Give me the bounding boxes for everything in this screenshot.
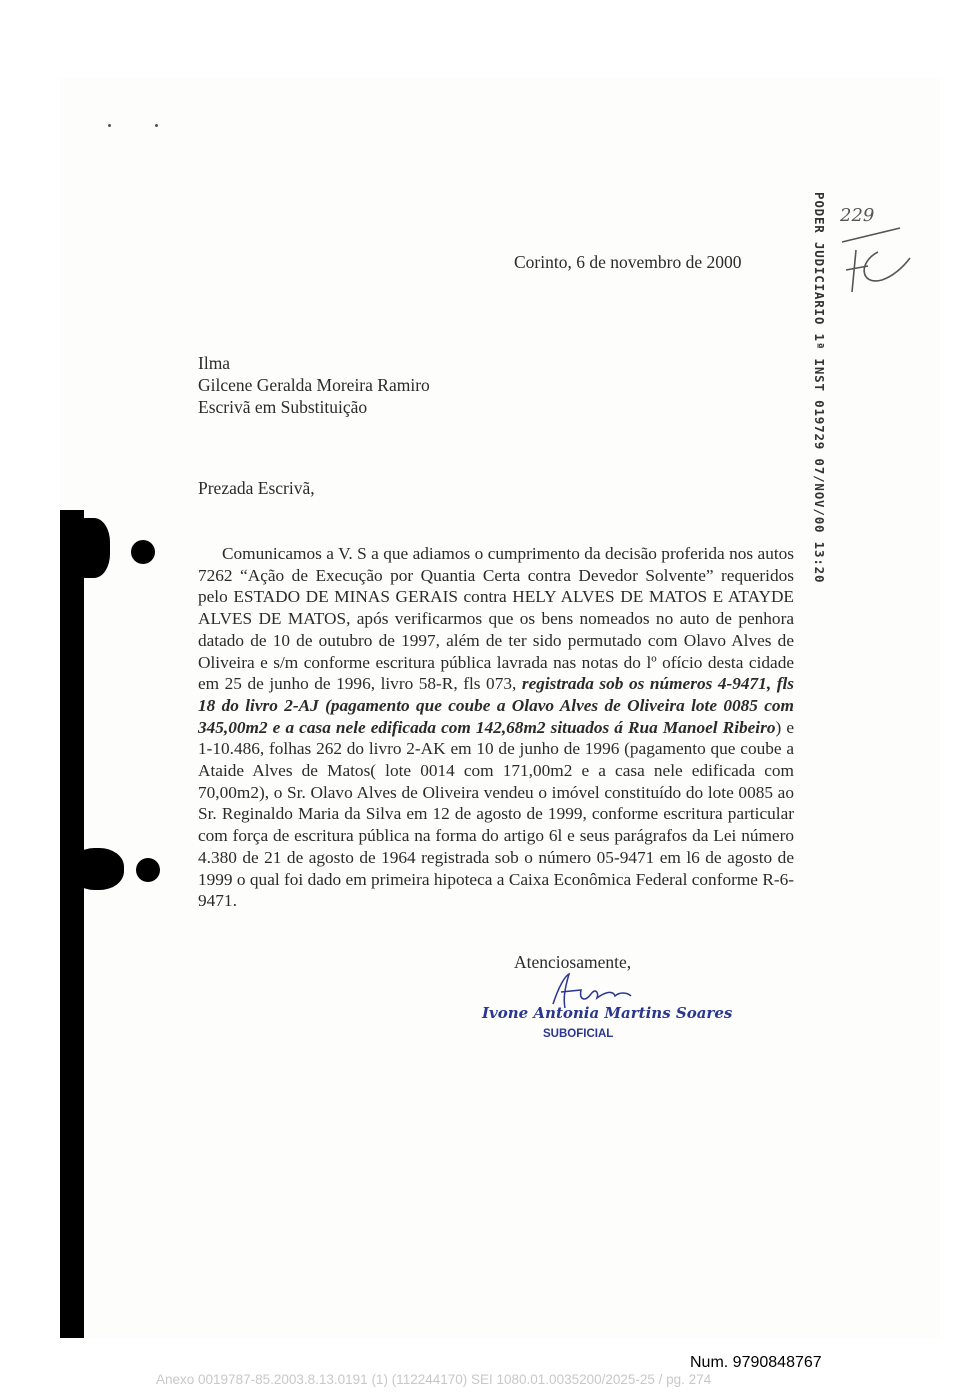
recipient-block xyxy=(198,352,430,418)
scan-speck xyxy=(155,124,158,127)
recipient-salutation: Ilma xyxy=(198,353,231,373)
body-text-part1: Comunicamos a V. S a que adiamos o cumprimento da decisão proferida nos autos 7262 “Ação de Execução por Quantia Certa contra Devedor Solvente” requeridos pelo ESTADO DE MINAS GERAIS contra HELY ALVES DE MATOS E ATAYDE ALVES DE MATOS, após verificarmos que os bens nomeados no auto de penhora datado de 10 de outubro de 1997, além de ter sido permutado com Olavo Alves de Oliveira e s/m conforme escritura pública lavrada nas notas do lº ofício desta cidade em 25 de junho de 1996, livro 58-R, fls 073, xyxy=(198,544,794,694)
recipient-role: Escrivã em Substituição xyxy=(198,397,368,417)
punch-hole-dot-top xyxy=(131,540,155,564)
place-and-date: Corinto, 6 de novembro de 2000 xyxy=(514,252,742,272)
court-receipt-stamp: PODER JUDICIARIO 1ª INST 019729 07/NOV/00 13:20 xyxy=(812,192,827,584)
body-text-bold: registrada sob os números 4-9471, fls 18 do livro 2-AJ (pagamento que coube a Olavo Alves de Oliveira lote 0085 com 345,00m2 e a casa nele edificada com 142,68m2 situados á Rua Manoel Ribeiro xyxy=(198,674,794,737)
document-number: Num. 9790848767 xyxy=(690,1354,822,1371)
handwritten-page-number: 229 xyxy=(840,205,875,226)
scan-edge-shadow xyxy=(60,510,84,1338)
body-text-part2: ) e 1-10.486, folhas 262 do livro 2-AK em 10 de junho de 1996 (pagamento que coube a Ataide Alves de Matos( lote 0014 com 171,00m2 e a casa nele edificada com 70,00m2), o Sr. Olavo Alves de Oliveira vendeu o imóvel constituído do lote 0085 ao Sr. Reginaldo Maria da Silva em 12 de agosto de 1999, conforme escritura particular com força de escritura pública na forma do artigo 6l e seus parágrafos da Lei número 4.380 de 21 de agosto de 1964 registrada sob o número 05-9471 em l6 de agosto de 1999 o qual foi dado em primeira hipoteca a Caixa Econômica Federal conforme R-6-9471. xyxy=(198,717,794,911)
punch-hole-dot-bottom xyxy=(136,858,160,882)
signer-title: SUBOFICIAL xyxy=(543,1028,614,1040)
closing: Atenciosamente, xyxy=(514,952,632,972)
punch-hole-bottom xyxy=(70,848,124,890)
scan-speck xyxy=(108,124,111,127)
handwritten-initials xyxy=(838,222,918,302)
recipient-name: Gilcene Geralda Moreira Ramiro xyxy=(198,375,430,395)
greeting: Prezada Escrivã, xyxy=(198,478,315,498)
page-footer-trail: Anexo 0019787-85.2003.8.13.0191 (1) (112244170) SEI 1080.01.0035200/2025-25 / pg. 274 xyxy=(156,1372,712,1387)
letter-body xyxy=(198,543,794,912)
signer-name: Ivone Antonia Martins Soares xyxy=(482,1004,733,1022)
punch-hole-top xyxy=(70,518,110,578)
